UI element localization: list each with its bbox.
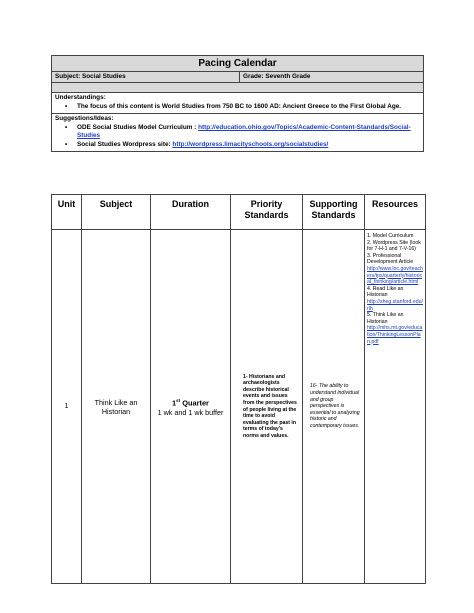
duration-length: 1 wk and 1 wk buffer — [157, 407, 224, 417]
suggestion-label: ODE Social Studies Model Curriculum : — [77, 124, 199, 131]
priority-standards-cell: 1- Historians and archaeologists describe historical events and issues from the perspectives of people living at the time to avoid evaluating the past in terms of today's norms and values. — [231, 230, 303, 584]
understandings-section — [52, 93, 424, 114]
supporting-standards-cell: 16- The ability to understand individual and group perspectives is essential to analyzing historic and contemporary issues. — [303, 230, 365, 584]
quarter-word: Quarter — [180, 398, 209, 408]
header-resources: Resources — [365, 195, 426, 230]
read-like-historian-link[interactable]: http://sheg.stanford.edu/rlh — [367, 298, 423, 312]
understandings-bullet: • The focus of this content is World Studies from 750 BC to 1600 AD: Ancient Greece to the First Global Age. — [77, 103, 420, 111]
think-like-historian-link[interactable]: http://mhs.mt.gov/education/ThinkingLessonPlan.pdf — [367, 325, 423, 345]
resource-think-like-historian: 5. Think Like an Historian — [367, 312, 404, 325]
understandings-list — [55, 103, 420, 111]
header-subject: Subject — [82, 195, 151, 230]
resource-wordpress-site: 2. Wordpress Site (look for 7-H-1 and 7-V-16) — [367, 239, 421, 253]
ode-curriculum-link[interactable]: http://education.ohio.gov/Topics/Academic-Content-Standards/Social-Studies — [77, 124, 411, 139]
header-duration: Duration — [151, 195, 231, 230]
wordpress-site-link[interactable]: http://wordpress.limacityschools.org/socialstudies/ — [172, 141, 329, 148]
suggestions-list — [55, 124, 420, 149]
table-row — [52, 230, 426, 584]
spacer-row — [52, 83, 424, 93]
resource-pd-article: 3. Professional Development Article — [367, 252, 414, 266]
table-header-row — [52, 195, 426, 230]
subject-label: Subject: Social Studies — [52, 72, 240, 83]
suggestion-item — [77, 141, 420, 149]
unit-cell: 1 — [52, 230, 82, 584]
header-unit: Unit — [52, 195, 82, 230]
resource-read-like-historian: 4. Read Like an Historian — [367, 285, 404, 299]
page-title: Pacing Calendar — [52, 56, 424, 72]
quarter-number: 1 — [172, 398, 177, 408]
header-priority-standards: Priority Standards — [231, 195, 303, 230]
suggestion-item — [77, 124, 420, 140]
understandings-heading: Understandings: — [55, 94, 106, 101]
suggestions-heading: Suggestions/Ideas: — [55, 115, 114, 122]
duration-quarter — [154, 396, 227, 407]
pd-article-link[interactable]: http://www.loc.gov/teachers/tps/quarterly/historical_thinking/article.html — [367, 265, 423, 286]
suggestions-section — [52, 114, 424, 152]
quarter-ordinal: st — [176, 398, 181, 404]
grade-label: Grade: Seventh Grade — [240, 72, 424, 83]
subject-cell: Think Like an Historian — [82, 230, 151, 584]
pacing-table — [51, 194, 426, 584]
header-supporting-standards: Supporting Standards — [303, 195, 365, 230]
suggestion-label: Social Studies Wordpress site: — [77, 141, 173, 148]
header-table — [51, 55, 424, 152]
duration-cell — [151, 230, 231, 584]
resources-cell — [365, 230, 426, 584]
resource-model-curriculum: 1. Model Curriculum — [367, 233, 414, 239]
